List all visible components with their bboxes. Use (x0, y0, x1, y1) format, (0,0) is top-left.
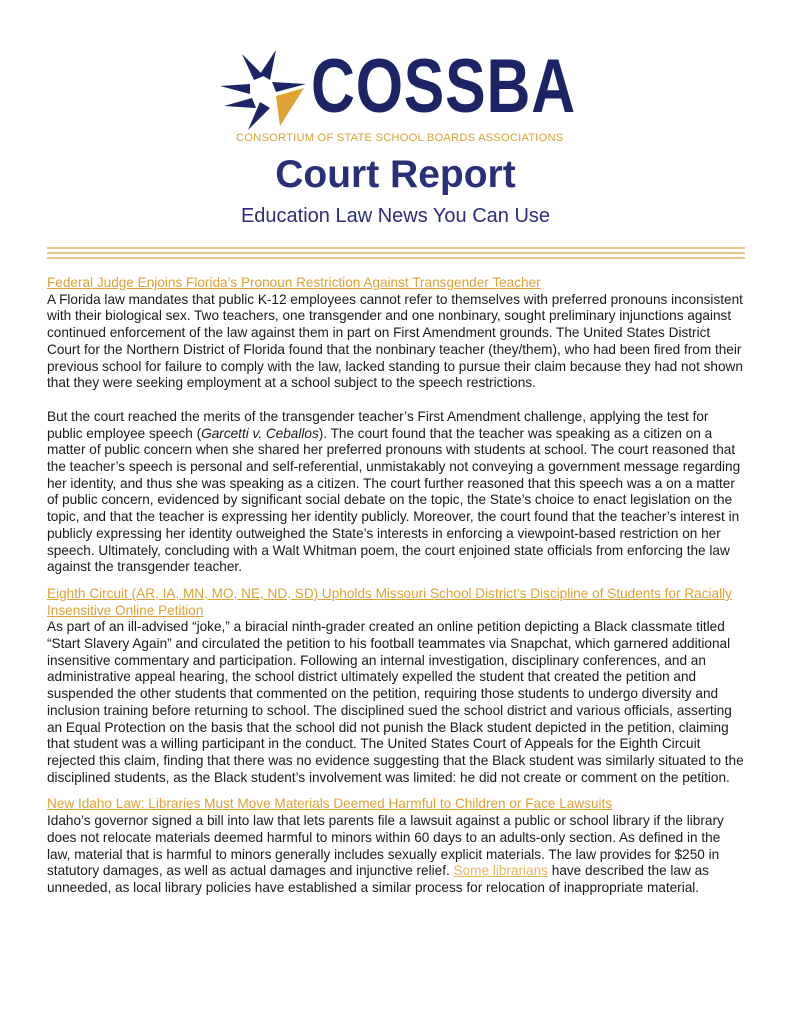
article-paragraph: A Florida law mandates that public K-12 employees cannot refer to themselves with preferred pronouns inconsistent with their biological sex. Two teachers, one transgender and one nonbinary, sought preliminary injunctions against continued enforcement of the law against them in part on First Amendment grounds. The United States District Court for the Northern District of Florida found that the nonbinary teacher (they/them), who had been fired from their previous school for failure to comply with the law, lacked standing to pursue their claim because they had not shown that they were seeking employment at a school subject to the speech restrictions. (47, 291, 743, 391)
logo-subtitle: CONSORTIUM OF STATE SCHOOL BOARDS ASSOCIATIONS (236, 132, 564, 144)
page-subtitle: Education Law News You Can Use (240, 205, 551, 227)
cossba-logo (214, 46, 584, 146)
text-span: have described the law as unneeded, as local library policies have established a similar process for relocation of inappropriate material. (47, 863, 709, 895)
article-headline-link[interactable]: New Idaho Law: Libraries Must Move Materials Deemed Harmful to Children or Face Lawsuits (47, 796, 613, 812)
divider-rule (47, 252, 745, 254)
article (47, 275, 747, 576)
article (47, 586, 747, 786)
article-list (47, 275, 747, 897)
article-headline-link[interactable]: Federal Judge Enjoins Florida’s Pronoun Restriction Against Transgender Teacher (47, 275, 541, 290)
some-librarians-link[interactable]: Some librarians (453, 863, 548, 879)
divider-rule (47, 257, 745, 259)
article-headline-link[interactable]: Eighth Circuit (AR, IA, MN, MO, NE, ND, SD) Upholds Missouri School District’s Discipline of Students for Racially Insensitive Online Petition (47, 585, 732, 618)
logo-wordmark: COSSBA (311, 44, 576, 129)
page-title: Court Report (275, 153, 516, 196)
divider-rule (47, 247, 745, 249)
case-citation: Garcetti v. Ceballos (201, 425, 319, 441)
text-span: ). The court found that the teacher was speaking as a citizen on a matter of public concern when she shared her preferred pronouns with students at school. The court reasoned that the teacher’s speech is personal and self-referential, unmistakably not conveying a government message regarding her identity, and thus she was speaking as a citizen. The court further reasoned that this speech was a on a matter of public concern, evidenced by significant social debate on the topic, the State’s choice to enact legislation on the topic, and that the teacher is expressing her identity publicly. Moreover, the court found that the teacher’s interest in publicly expressing her identity outweighed the State’s interests in enforcing a viewpoint-based restriction on her speech. Ultimately, concluding with a Walt Whitman poem, the court enjoined state officials from enforcing the law against the transgender teacher. (47, 425, 741, 575)
text-span: But the court reached the merits of the transgender teacher’s First Amendment challenge, applying the test for public employee speech ( (47, 408, 709, 441)
star-logo-icon (214, 46, 314, 132)
article-paragraph (47, 813, 747, 897)
text-span: Idaho’s governor signed a bill into law that lets parents file a lawsuit against a public or school library if the library does not relocate materials deemed harmful to minors within 60 days to an adults-only section. As defined in the law, material that is harmful to minors generally includes sexually explicit materials. The law provides for $250 in statutory damages, as well as actual damages and injunctive relief. (47, 813, 724, 879)
article-paragraph: As part of an ill-advised “joke,” a biracial ninth-grader created an online petition depicting a Black classmate titled “Start Slavery Again” and circulated the petition to his football teammates via Snapchat, which garnered additional insensitive commentary and participation. Following an internal investigation, disciplinary conferences, and an administrative appeal hearing, the school district ultimately expelled the student that created the petition and suspended the other students that commented on the petition, requiring those students to undergo diversity and inclusion training before returning to school. The disciplined sued the school district and various officials, asserting an Equal Protection on the basis that the school did not punish the Black student depicted in the petition, claiming that student was a willing participant in the conduct. The United States Court of Appeals for the Eighth Circuit rejected this claim, finding that there was no evidence suggesting that the Black student was similarly situated to the disciplined students, as the Black student’s involvement was limited: he did not create or comment on the petition. (47, 619, 744, 785)
article (47, 796, 747, 896)
article-paragraph (47, 409, 747, 576)
